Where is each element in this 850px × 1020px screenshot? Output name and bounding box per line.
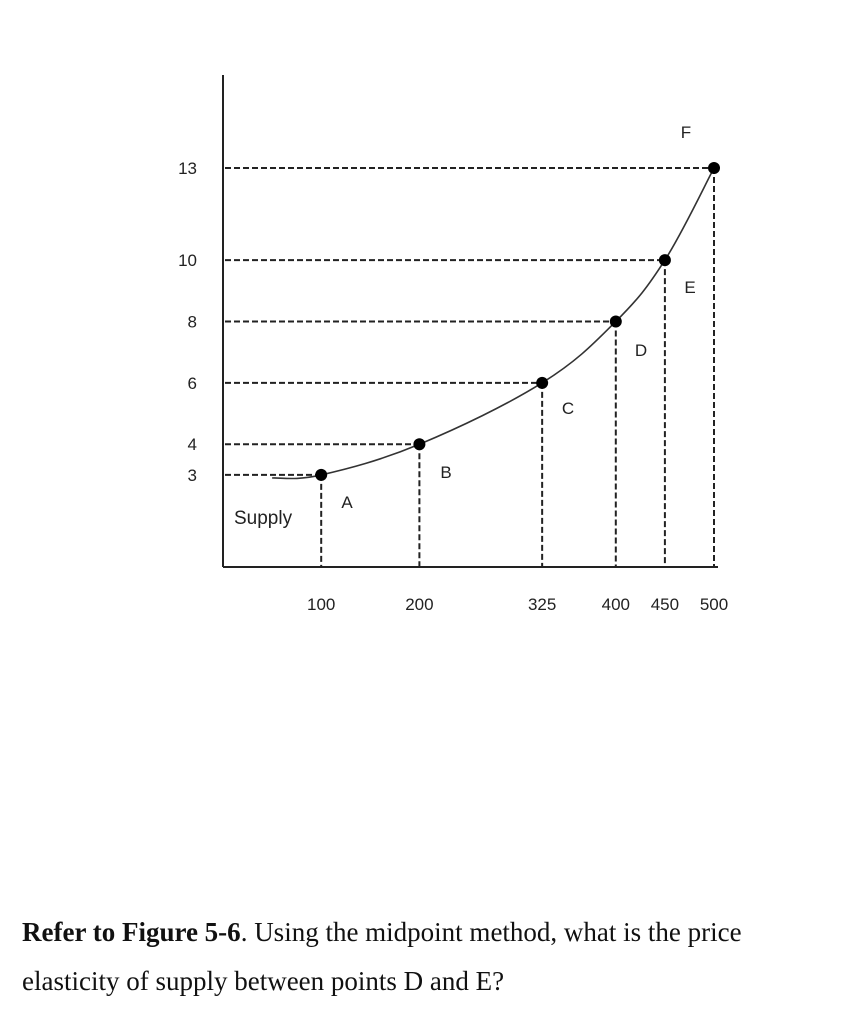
point-e	[659, 254, 671, 266]
point-letter-e: E	[684, 278, 696, 297]
point-a	[315, 469, 327, 481]
point-b	[413, 438, 425, 450]
supply-curve	[272, 168, 714, 479]
point-letter-b: B	[440, 463, 452, 482]
x-tick-100: 100	[307, 595, 336, 614]
dashed-guide-lines	[225, 168, 714, 567]
x-tick-200: 200	[405, 595, 434, 614]
question-text	[22, 908, 832, 1006]
question-figure-reference: Refer to Figure 5-6	[22, 917, 241, 947]
y-tick-labels	[178, 159, 197, 485]
x-tick-500: 500	[699, 595, 729, 614]
y-tick-3: 3	[187, 465, 197, 485]
supply-curve-label: Supply	[234, 508, 293, 529]
point-letter-d: D	[634, 341, 648, 360]
supply-curve-group	[272, 168, 714, 479]
question-body: . Using the midpoint method, what is the price elasticity of supply between points D and E?	[22, 917, 742, 996]
y-tick-6: 6	[187, 373, 197, 393]
point-letter-f: F	[680, 123, 692, 142]
point-f	[708, 162, 720, 174]
point-letter-c: C	[561, 399, 575, 418]
point-c	[536, 377, 548, 389]
x-tick-450: 450	[650, 595, 680, 614]
point-letter-a: A	[341, 493, 353, 512]
x-tick-325: 325	[527, 595, 557, 614]
y-tick-8: 8	[187, 312, 197, 332]
point-d	[610, 315, 622, 327]
x-tick-labels	[307, 595, 728, 614]
y-tick-13: 13	[178, 159, 197, 178]
y-tick-10: 10	[178, 251, 197, 271]
y-tick-4: 4	[187, 435, 197, 455]
x-tick-400: 400	[601, 595, 630, 614]
